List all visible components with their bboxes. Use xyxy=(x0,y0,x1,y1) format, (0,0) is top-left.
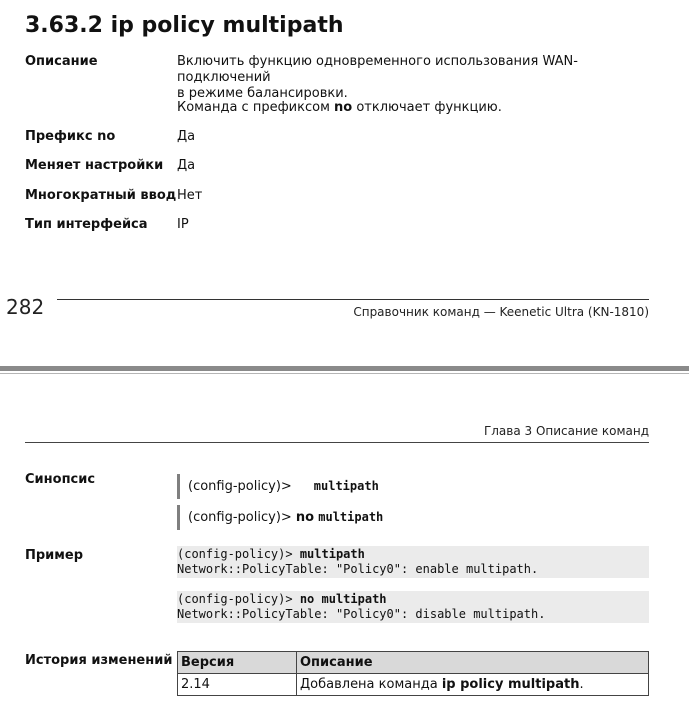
description-line-2: в режиме балансировки. xyxy=(177,86,348,101)
code-output: Network::PolicyTable: "Policy0": enable multipath. xyxy=(177,562,539,576)
prefix-label: Префикс no xyxy=(25,129,116,144)
synopsis-no-keyword: no xyxy=(295,510,315,525)
header-divider xyxy=(25,442,649,443)
description-cell xyxy=(297,674,649,696)
multiple-input-value: Нет xyxy=(177,188,203,203)
code-prompt: (config-policy)> xyxy=(177,592,300,606)
prefix-note-text: Команда с префиксом xyxy=(177,100,335,115)
prefix-note-tail: отключает функцию. xyxy=(352,100,502,115)
page-number: 282 xyxy=(6,295,45,319)
synopsis-label: Синопсис xyxy=(25,472,96,487)
prefix-note xyxy=(177,100,502,116)
version-cell: 2.14 xyxy=(178,674,297,696)
synopsis-line-1 xyxy=(177,474,379,499)
history-label: История изменений xyxy=(25,653,173,668)
prefix-note-keyword: no xyxy=(334,100,353,115)
chapter-header: Глава 3 Описание команд xyxy=(483,424,649,438)
synopsis-prompt: (config-policy)> xyxy=(188,479,292,494)
column-header-version: Версия xyxy=(178,652,297,674)
synopsis-command: multipath xyxy=(318,510,384,524)
interface-type-label: Тип интерфейса xyxy=(25,217,148,232)
synopsis-command: multipath xyxy=(313,479,379,493)
prefix-value: Да xyxy=(177,129,196,144)
code-line xyxy=(177,547,649,562)
page-footer: Справочник команд — Keenetic Ultra (KN-1810) xyxy=(353,305,649,319)
history-table xyxy=(177,651,649,696)
description-cell-tail: . xyxy=(579,677,584,692)
interface-type-value: IP xyxy=(177,217,189,232)
synopsis-line-2 xyxy=(177,505,383,530)
column-header-description: Описание xyxy=(297,652,649,674)
example-code-block-2 xyxy=(177,591,649,623)
code-prompt: (config-policy)> xyxy=(177,547,300,561)
changes-settings-label: Меняет настройки xyxy=(25,158,164,173)
description-line-1: Включить функцию одновременного использования WAN-подключений xyxy=(177,54,578,85)
multiple-input-label: Многократный ввод xyxy=(25,188,177,203)
table-row xyxy=(178,674,649,696)
table-header-row xyxy=(178,652,649,674)
description-label: Описание xyxy=(25,54,98,69)
code-command: no multipath xyxy=(299,592,387,606)
example-code-block-1 xyxy=(177,546,649,578)
example-label: Пример xyxy=(25,548,84,563)
code-line xyxy=(177,592,649,607)
changes-settings-value: Да xyxy=(177,158,196,173)
code-output: Network::PolicyTable: "Policy0": disable multipath. xyxy=(177,607,546,621)
synopsis-prompt: (config-policy)> xyxy=(188,510,292,525)
description-text xyxy=(177,54,657,102)
description-cell-command: ip policy multipath xyxy=(441,677,580,692)
code-command: multipath xyxy=(299,547,365,561)
section-title: 3.63.2 ip policy multipath xyxy=(25,13,344,38)
page-break-line xyxy=(0,373,689,374)
description-cell-text: Добавлена команда xyxy=(300,677,442,692)
footer-divider xyxy=(57,299,649,300)
page-break-bar xyxy=(0,366,689,371)
